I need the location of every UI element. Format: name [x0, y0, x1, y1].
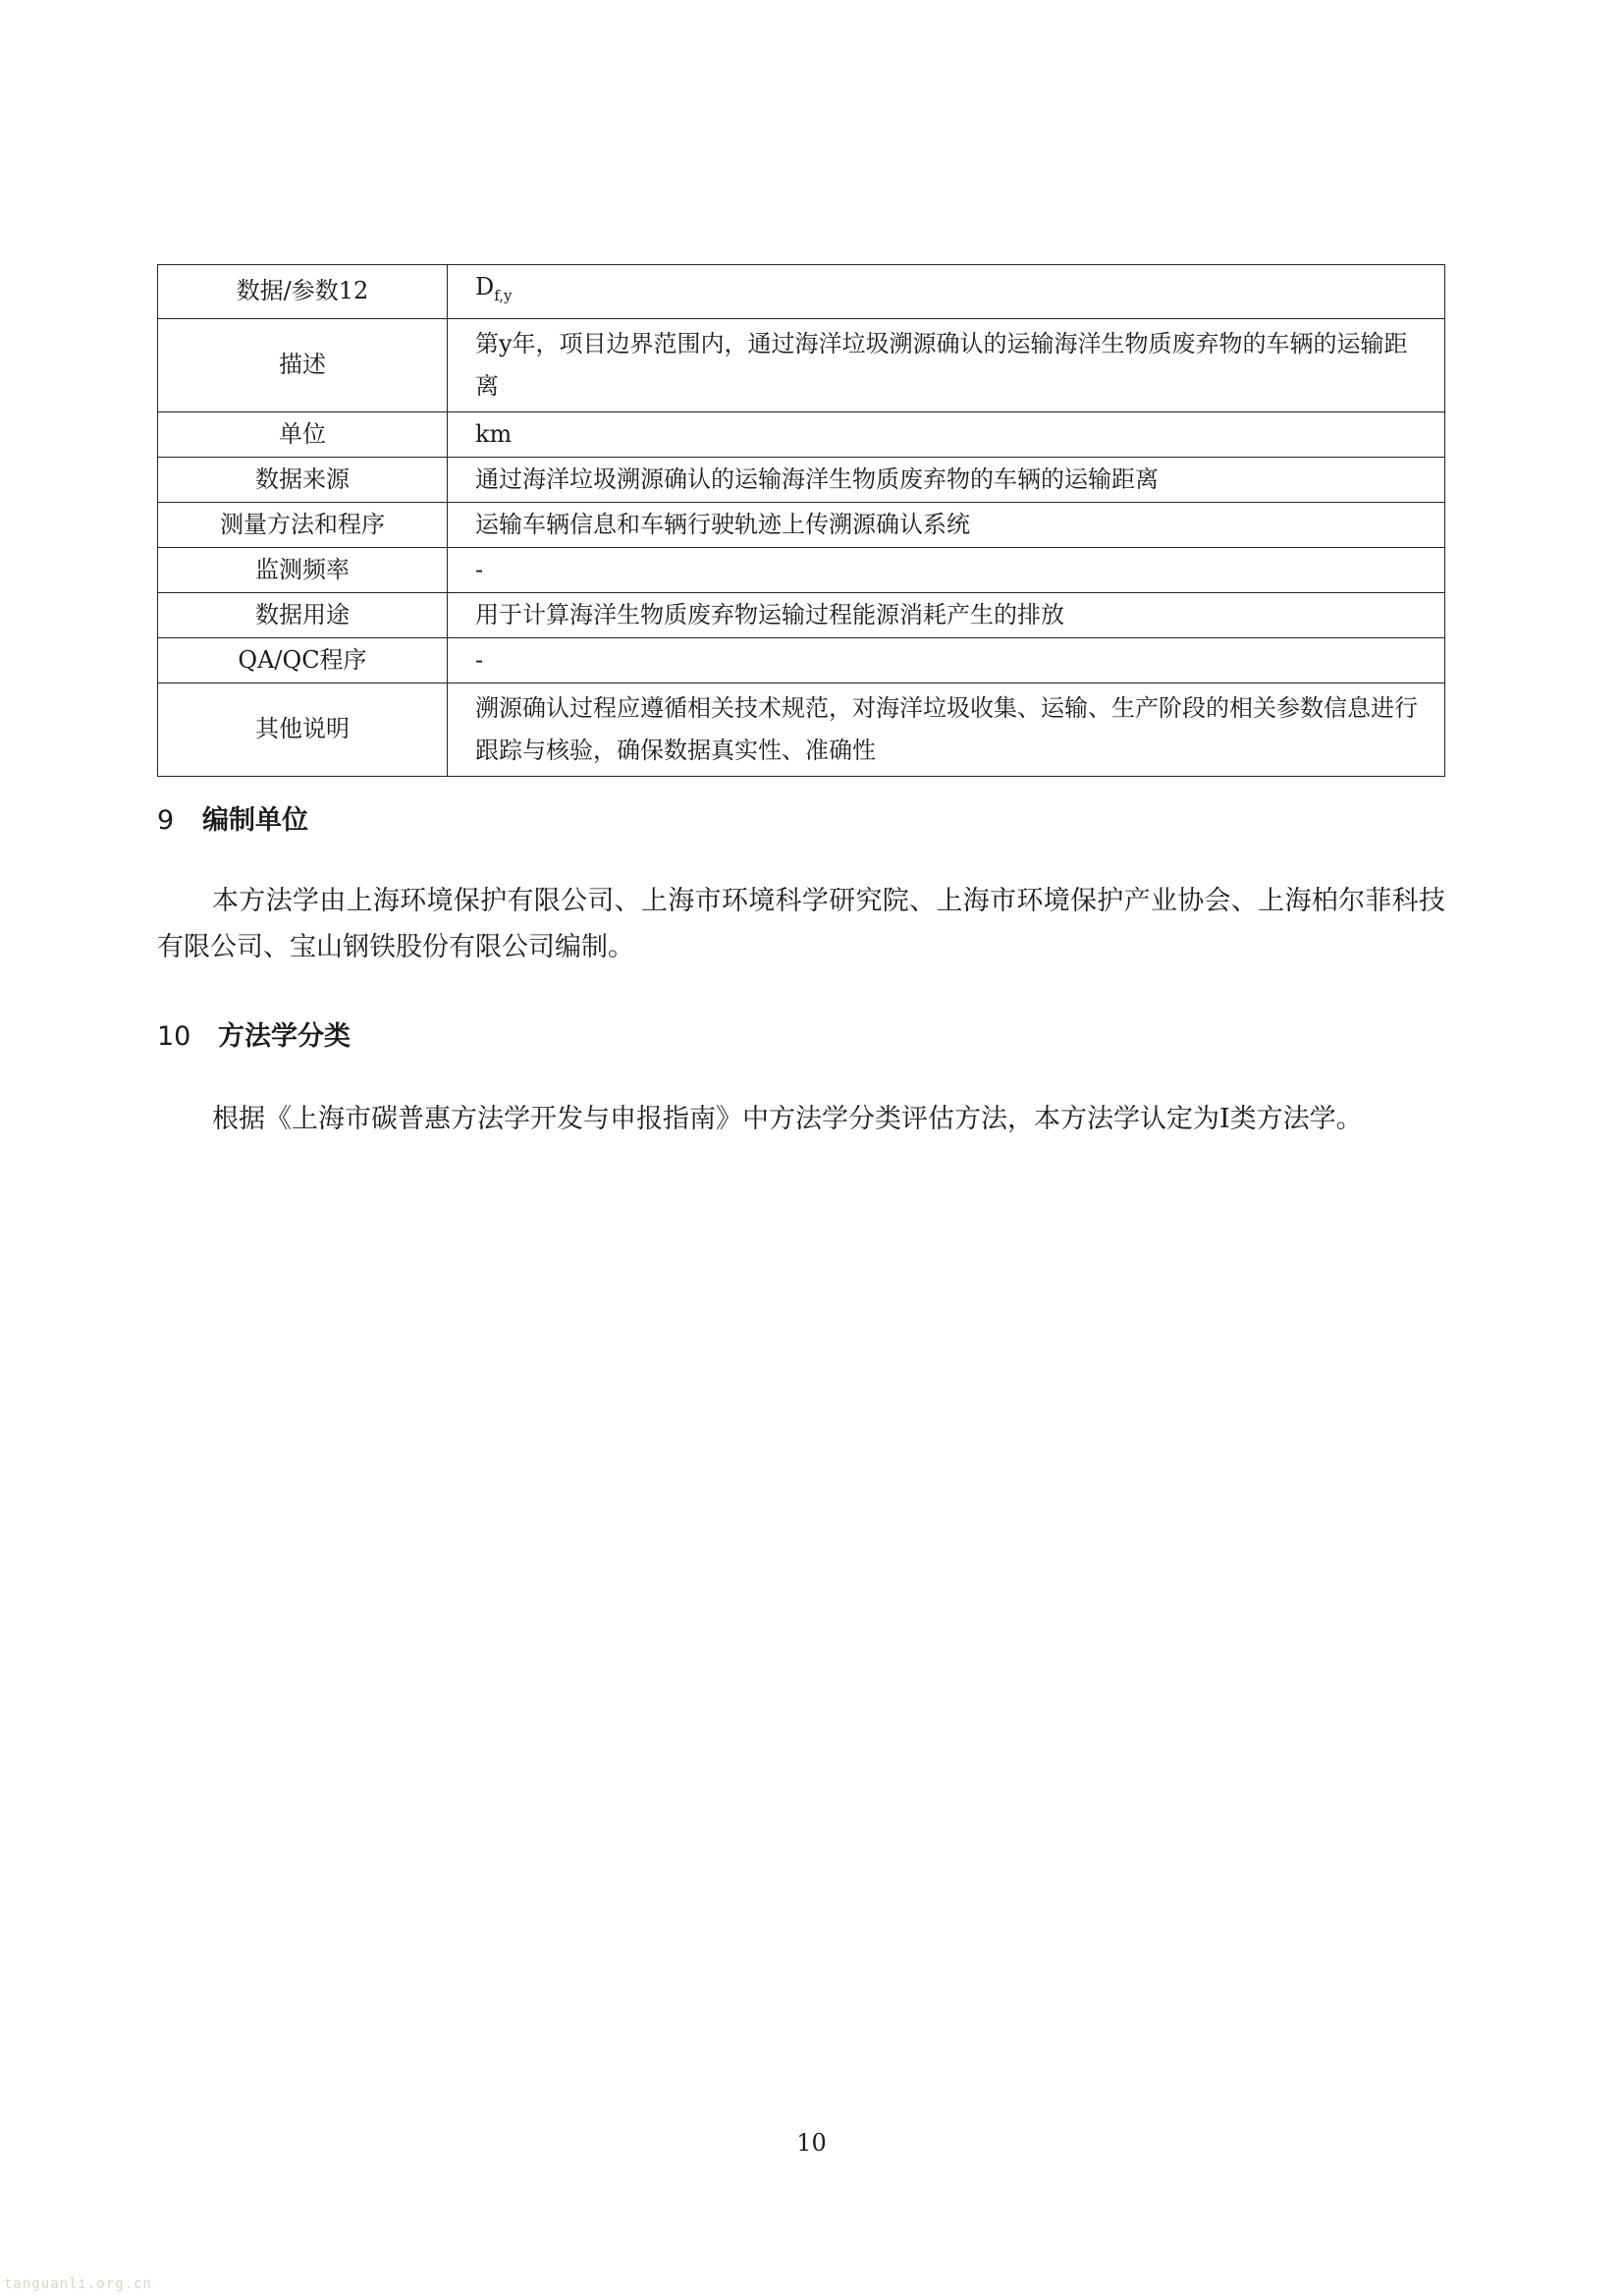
parameter-symbol: D — [475, 273, 495, 301]
table-row — [158, 592, 1445, 637]
table-row — [158, 547, 1445, 592]
row-label: 描述 — [158, 318, 448, 411]
body-paragraph: 根据《上海市碳普惠方法学开发与申报指南》中方法学分类评估方法，本方法学认定为I类方法学。 — [212, 1104, 1363, 1134]
parameter-subscript: f,y — [494, 286, 513, 304]
row-label: 测量方法和程序 — [158, 502, 448, 547]
row-label: 监测频率 — [158, 547, 448, 592]
section-heading — [157, 798, 308, 837]
section-heading — [157, 1014, 351, 1053]
row-value: km — [448, 411, 1445, 457]
row-value: - — [448, 637, 1445, 683]
row-value: - — [448, 547, 1445, 592]
table-row — [158, 265, 1445, 319]
row-value: 第y年，项目边界范围内，通过海洋垃圾溯源确认的运输海洋生物质废弃物的车辆的运输距离 — [448, 318, 1445, 411]
table-row — [158, 683, 1445, 776]
row-label: QA/QC程序 — [158, 637, 448, 683]
table-row — [158, 457, 1445, 502]
row-label: 单位 — [158, 411, 448, 457]
row-label: 数据用途 — [158, 592, 448, 637]
body-paragraph: 本方法学由上海环境保护有限公司、上海市环境科学研究院、上海市环境保护产业协会、上海柏尔菲科技有限公司、宝山钢铁股份有限公司编制。 — [157, 886, 1445, 962]
section-title: 编制单位 — [202, 805, 308, 836]
watermark: tanguanli.org.cn — [4, 2276, 152, 2292]
row-label: 其他说明 — [158, 683, 448, 776]
section-number: 9 — [157, 805, 175, 836]
section-number: 10 — [157, 1021, 191, 1052]
table-row — [158, 502, 1445, 547]
parameter-table — [157, 264, 1445, 777]
page-number: 10 — [796, 2129, 827, 2157]
row-value: 通过海洋垃圾溯源确认的运输海洋生物质废弃物的车辆的运输距离 — [448, 457, 1445, 502]
row-label: 数据/参数12 — [158, 265, 448, 319]
table-row — [158, 411, 1445, 457]
section-title: 方法学分类 — [218, 1021, 351, 1052]
row-value: 溯源确认过程应遵循相关技术规范，对海洋垃圾收集、运输、生产阶段的相关参数信息进行跟踪与核验，确保数据真实性、准确性 — [448, 683, 1445, 776]
row-value: 运输车辆信息和车辆行驶轨迹上传溯源确认系统 — [448, 502, 1445, 547]
row-value: 用于计算海洋生物质废弃物运输过程能源消耗产生的排放 — [448, 592, 1445, 637]
table-row — [158, 637, 1445, 683]
row-label: 数据来源 — [158, 457, 448, 502]
row-value — [448, 265, 1445, 319]
table-row — [158, 318, 1445, 411]
